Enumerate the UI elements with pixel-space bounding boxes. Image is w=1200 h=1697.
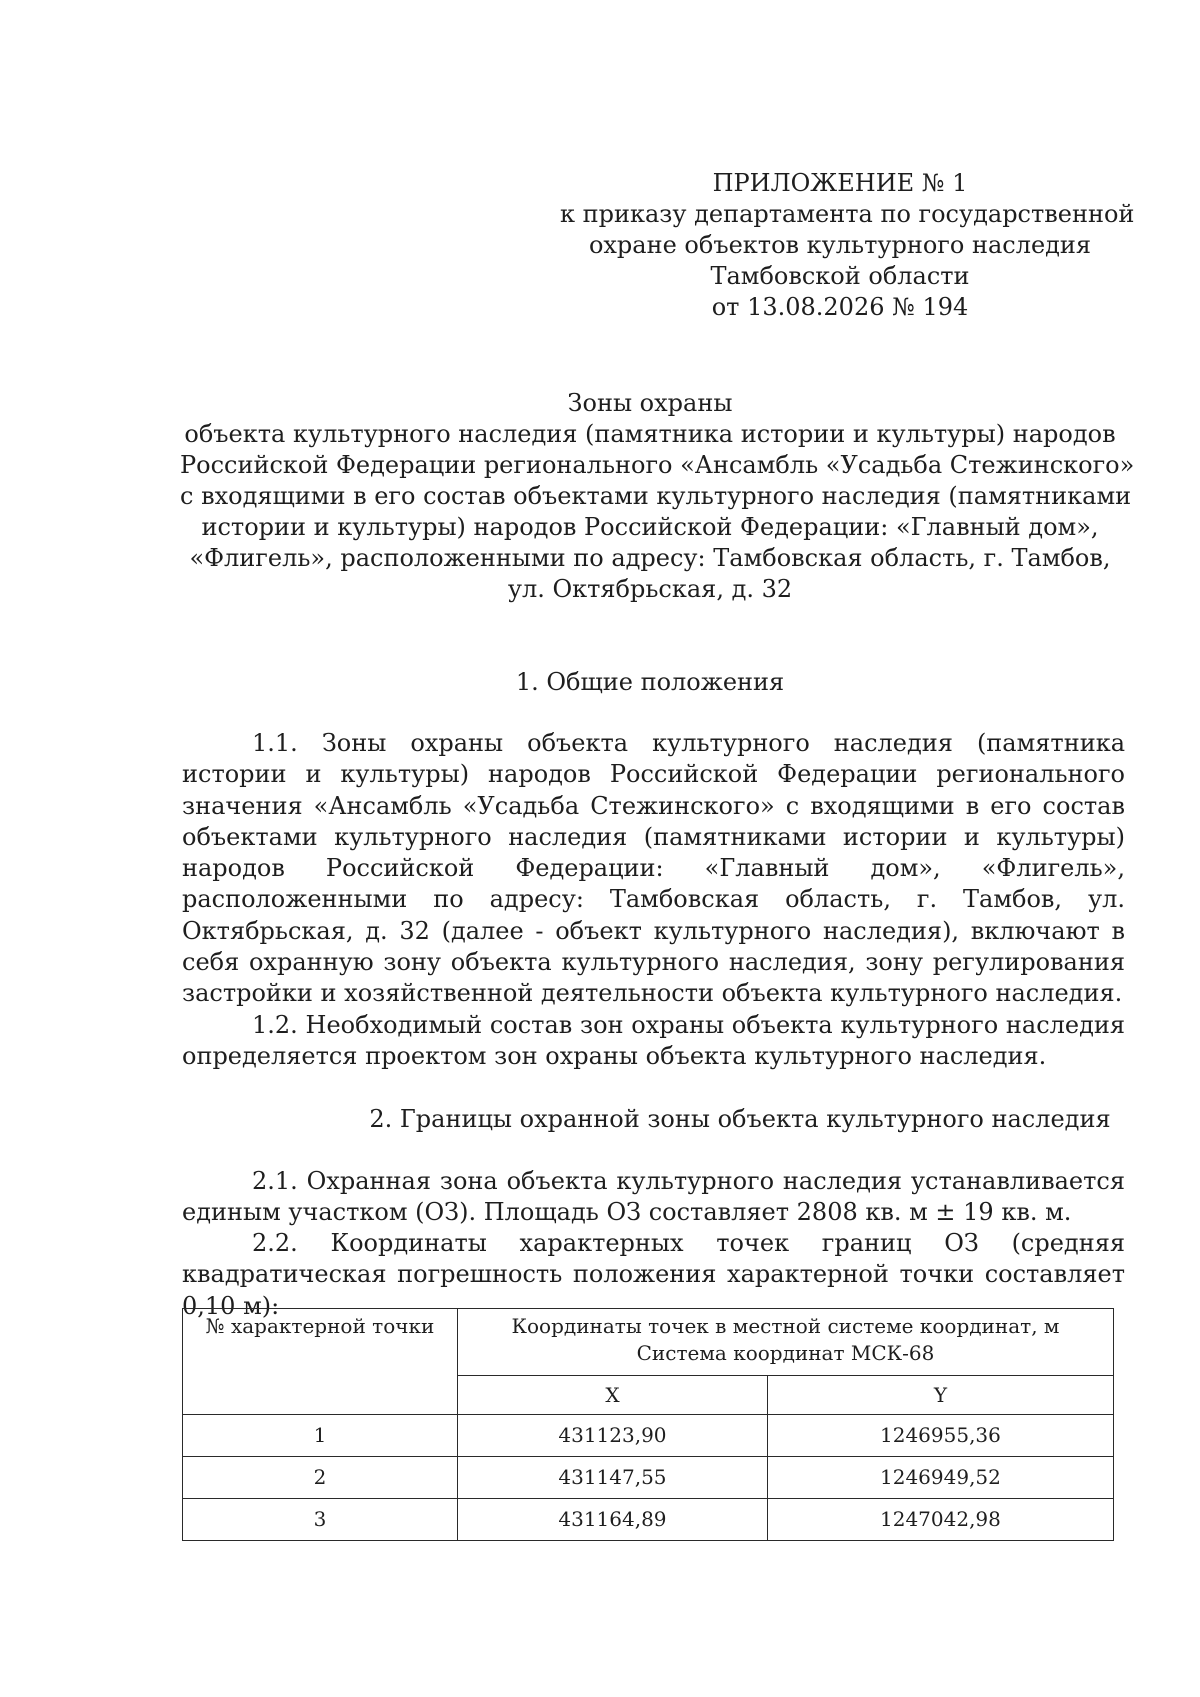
coordinate-y: 1246955,36 [767,1415,1113,1457]
paragraph-1-1: 1.1. Зоны охраны объекта культурного наследия (памятника истории и культуры) народов Российской Федерации регионального значения «Ансамбль «Усадьба Стежинского» с входящими в его состав объектами культурного наследия (памятниками истории и культуры) народов Российской Федерации: «Главный дом», «Флигель», расположенными по адресу: Тамбовская область, г. Тамбов, ул. Октябрьская, д. 32 (далее - объект культурного наследия), включают в себя охранную зону объекта культурного наследия, зону регулирования застройки и хозяйственной деятельности объекта культурного наследия. [182,729,1125,1008]
section-2-heading: 2. Границы охранной зоны объекта культурного наследия [369,1105,1111,1133]
point-number: 1 [183,1415,458,1457]
point-number: 2 [183,1457,458,1499]
point-number: 3 [183,1499,458,1541]
appendix-line: охране объектов культурного наследия [588,231,1092,259]
table-row [183,1415,1114,1457]
title-line: ул. Октябрьская, д. 32 [507,575,793,603]
header-coordinates-line1: Координаты точек в местной системе координат, м [511,1314,1060,1338]
appendix-title: ПРИЛОЖЕНИЕ № 1 [712,169,968,197]
header-coordinates-line2: Система координат МСК-68 [636,1341,935,1365]
title-line: «Флигель», расположенными по адресу: Тамбовская область, г. Тамбов, [189,544,1111,572]
coordinate-x: 431164,89 [458,1499,768,1541]
appendix-line: к приказу департамента по государственной [560,200,1135,228]
header-coordinates [458,1309,1114,1376]
table-row [183,1499,1114,1541]
title-line: с входящими в его состав объектами культурного наследия (памятниками [180,482,1132,510]
title-line: объекта культурного наследия (памятника истории и культуры) народов [184,420,1116,448]
header-x: X [458,1376,768,1415]
header-y: Y [767,1376,1113,1415]
appendix-order-date: от 13.08.2026 № 194 [711,293,969,321]
table-row [183,1457,1114,1499]
document-title [180,388,1135,605]
paragraph-2-2: 2.2. Координаты характерных точек границ ОЗ (средняя квадратическая погрешность положения характерной точки составляет 0,10 м): [182,1229,1125,1320]
paragraph-1-2: 1.2. Необходимый состав зон охраны объекта культурного наследия определяется проектом зон охраны объекта культурного наследия. [182,1011,1125,1071]
header-point-number: № характерной точки [183,1309,458,1415]
paragraph-2-1: 2.1. Охранная зона объекта культурного наследия устанавливается единым участком (ОЗ). Площадь ОЗ составляет 2808 кв. м ± 19 кв. м. [182,1167,1125,1227]
appendix-line: Тамбовской области [710,262,970,290]
title-line: Российской Федерации регионального «Ансамбль «Усадьба Стежинского» [180,451,1135,479]
title-line: истории и культуры) народов Российской Федерации: «Главный дом», [201,513,1099,541]
coordinate-y: 1247042,98 [767,1499,1113,1541]
appendix-header [560,168,1135,323]
title-line: Зоны охраны [567,389,733,417]
section-1-heading: 1. Общие положения [515,668,785,696]
coordinates-table [182,1308,1114,1541]
coordinate-y: 1246949,52 [767,1457,1113,1499]
coordinate-x: 431147,55 [458,1457,768,1499]
coordinate-x: 431123,90 [458,1415,768,1457]
